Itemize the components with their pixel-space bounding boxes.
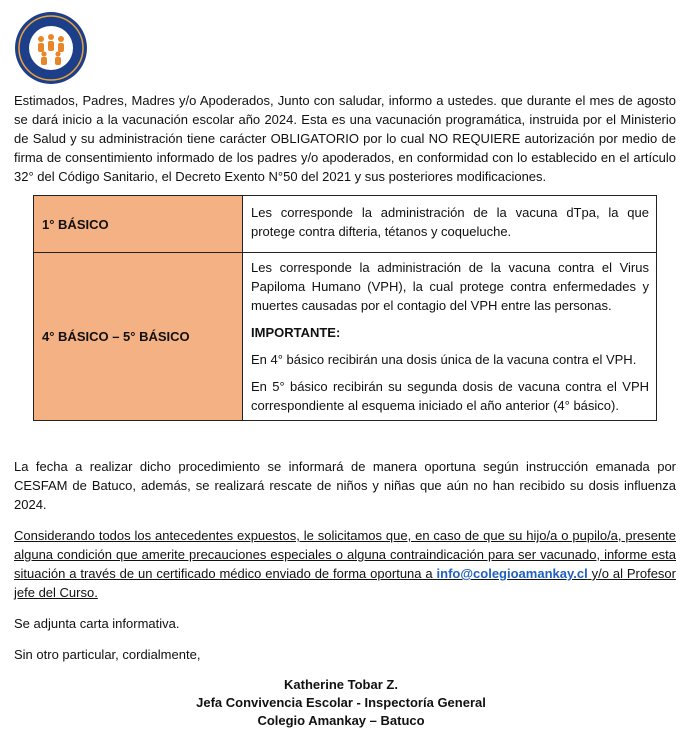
email-link[interactable]: info@colegioamankay.cl [436, 566, 588, 581]
signer-name: Katherine Tobar Z. [284, 677, 398, 692]
signature-block [0, 676, 682, 730]
note-5th: En 5° básico recibirán su segunda dosis de vacuna contra el VPH correspondiente al esquema iniciado el año anterior (4° básico). [251, 379, 649, 413]
vaccination-table [33, 195, 657, 421]
request-tail: y/o al Profesor jefe del Curso. [14, 566, 676, 600]
grade-cell: 4° BÁSICO – 5° BÁSICO [34, 253, 243, 421]
table-row [34, 253, 657, 421]
request-text: Considerando todos los antecedentes expuestos, le solicitamos que, en caso de que su hijo/a o pupilo/a, presente alguna condición que amerite precauciones especiales o alguna contraindicación para ser vacunado, informe esta situación a través de un certificado médico enviado de forma oportuna a [14, 528, 676, 581]
request-paragraph [14, 526, 676, 602]
signer-role: Jefa Convivencia Escolar - Inspectoría General [196, 695, 486, 710]
note-4th: En 4° básico recibirán una dosis única de la vacuna contra el VPH. [251, 352, 637, 367]
description-text: Les corresponde la administración de la vacuna contra el Virus Papiloma Humano (VPH), la cual protege contra enfermedades y muertes causadas por el contagio del VPH entre las personas. [251, 260, 649, 313]
date-paragraph: La fecha a realizar dicho procedimiento se informará de manera oportuna según instrucción emanada por CESFAM de Batuco, además, se realizará rescate de niños y niñas que aún no han recibido su dosis influenza 2024. [14, 459, 676, 512]
table-row [34, 196, 657, 253]
description-cell [243, 253, 657, 421]
closing-line: Sin otro particular, cordialmente, [14, 647, 201, 662]
description-text: Les corresponde la administración de la vacuna dTpa, la que protege contra difteria, tétanos y coqueluche. [251, 205, 649, 239]
intro-paragraph: Estimados, Padres, Madres y/o Apoderados, Junto con saludar, informo a ustedes. que durante el mes de agosto se dará inicio a la vacunación escolar año 2024. Esta es una vacunación programática, instruida por el Ministerio de Salud y su administración tiene carácter OBLIGATORIO por lo cual NO REQUIERE autorización por medio de firma de consentimiento informado de los padres y/o apoderados, en conformidad con lo establecido en el artículo 32° del Código Sanitario, el Decreto Exento N°50 del 2021 y sus posteriores modificaciones. [14, 93, 676, 184]
important-label: IMPORTANTE: [251, 325, 341, 340]
attachment-note: Se adjunta carta informativa. [14, 616, 180, 631]
description-cell [243, 196, 657, 253]
school-logo [14, 11, 88, 85]
signer-school: Colegio Amankay – Batuco [257, 713, 425, 728]
grade-cell: 1° BÁSICO [34, 196, 243, 253]
